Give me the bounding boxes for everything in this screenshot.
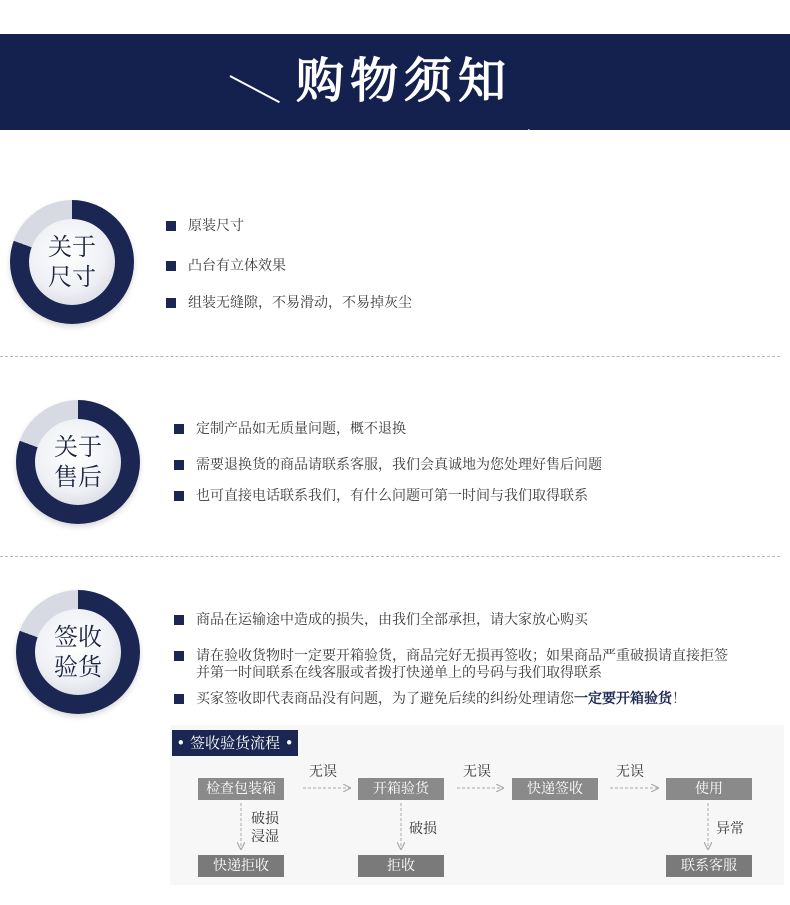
item-text: 凸台有立体效果 [188,258,286,274]
item-text: 买家签收即代表商品没有问题，为了避免后续的纠纷处理请您 [196,691,574,707]
flow-exception-label: 破损 [251,811,279,827]
item-text: 定制产品如无质量问题，概不退换 [196,421,406,437]
item-text: ！ [672,691,686,707]
badge-text: 关于 [54,433,102,461]
flow-step: 快递签收 [512,778,598,800]
flow-result: 拒收 [358,855,444,877]
flow-title: • 签收验货流程 • [172,730,298,756]
item-text: 组装无缝隙，不易滑动，不易掉灰尘 [188,295,412,311]
emphasis-text: 一定要开箱验货 [574,691,672,707]
badge-text: 验货 [54,653,102,681]
item-text: 并第一时间联系在线客服或者拨打快递单上的号码与我们取得联系 [196,665,602,681]
flow-step: 开箱验货 [358,778,444,800]
badge-text: 关于 [48,233,96,261]
flow-ok-label: 无误 [309,764,337,780]
item-text: 商品在运输途中造成的损失，由我们全部承担，请大家放心购买 [196,612,588,628]
badge-text: 签收 [54,623,102,651]
item-text: 请在验收货物时一定要开箱验货，商品完好无损再签收；如果商品严重破损请直接拒签 [196,648,728,664]
item-text: 也可直接电话联系我们，有什么问题可第一时间与我们取得联系 [196,488,588,504]
flow-exception-label: 异常 [716,821,744,837]
flow-step: 检查包装箱 [198,778,284,800]
flow-result: 快递拒收 [198,855,284,877]
badge-text: 尺寸 [48,263,96,291]
flow-ok-label: 无误 [463,764,491,780]
page-title: 购物须知 [296,53,513,109]
flow-result: 联系客服 [666,855,752,877]
flow-exception-label: 破损 [409,821,437,837]
flow-exception-label: 浸湿 [251,829,279,845]
item-text: 原装尺寸 [188,218,244,234]
item-text: 需要退换货的商品请联系客服，我们会真诚地为您处理好售后问题 [196,457,602,473]
flow-step: 使用 [666,778,752,800]
flow-ok-label: 无误 [616,764,644,780]
badge-text: 售后 [54,463,102,491]
